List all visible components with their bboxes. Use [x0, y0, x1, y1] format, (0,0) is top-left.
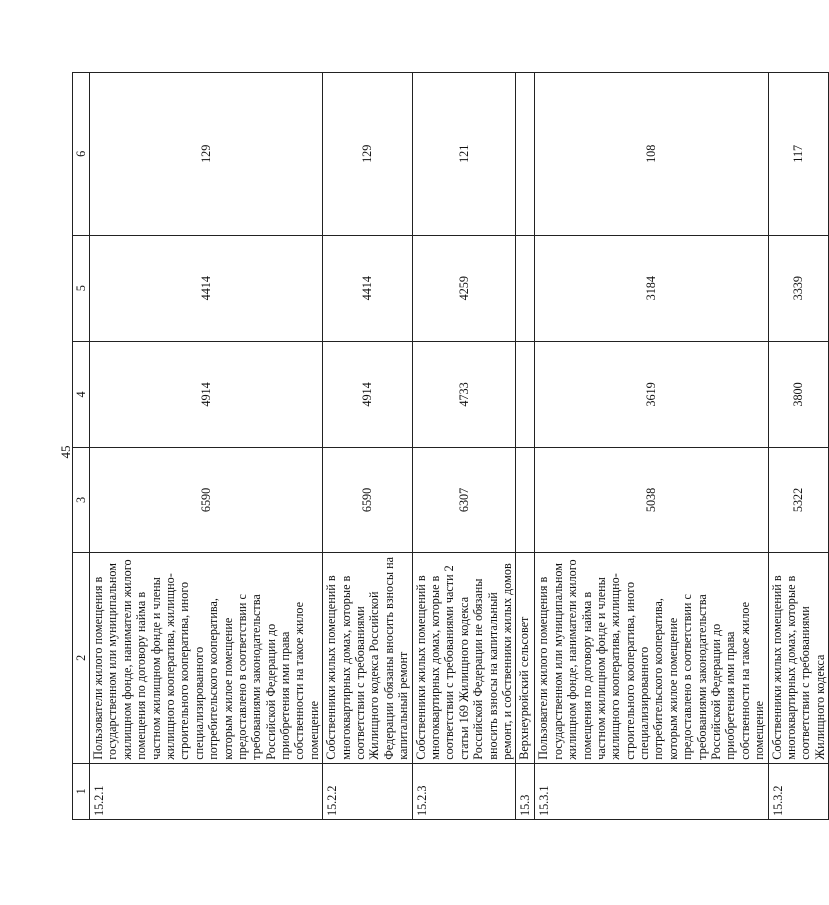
row-code: 15.2.3 — [412, 763, 516, 819]
row-value-col6: 129 — [90, 73, 323, 236]
page-number: 45 — [58, 445, 73, 459]
row-code: 15.2.1 — [90, 763, 323, 819]
header-row — [73, 73, 90, 820]
row-value-col3: 6307 — [412, 448, 516, 553]
row-code: 15.2.2 — [323, 763, 412, 819]
row-value-col4 — [516, 341, 535, 447]
row-value-col6 — [516, 73, 535, 236]
table-row — [412, 73, 516, 820]
row-value-col4: 3800 — [768, 341, 829, 447]
row-description: Пользователи жилого помещения в государственном или муниципальном жилищном фонде, наниматели жилого помещения по договору найма в частном жилищном фонде и члены жилищного кооператива, жилищно-строительного кооператива, иного специализированного потребительского кооператива, которым жилое помещение предоставлено в соответствии с требованиями законодательства Российской Федерации до приобретения ими права собственности на такое жилое помещение — [90, 552, 323, 763]
header-col-5: 5 — [73, 235, 90, 341]
section-title: Верхнеурюйский сельсовет — [516, 552, 535, 763]
header-col-6: 6 — [73, 73, 90, 236]
header-col-1: 1 — [73, 763, 90, 819]
row-description: Пользователи жилого помещения в государственном или муниципальном жилищном фонде, наниматели жилого помещения по договору найма в частном жилищном фонде и члены жилищного кооператива, жилищно-строительного кооператива, иного специализированного потребительского кооператива, которым жилое помещение предоставлено в соответствии с требованиями законодательства Российской Федерации до приобретения ими права собственности на такое жилое помещение — [535, 552, 768, 763]
tariff-table — [72, 72, 829, 820]
row-code: 15.3.2 — [768, 763, 829, 819]
row-value-col5 — [516, 235, 535, 341]
row-code: 15.3 — [516, 763, 535, 819]
row-value-col6: 108 — [535, 73, 768, 236]
row-value-col3: 6590 — [90, 448, 323, 553]
row-value-col6: 129 — [323, 73, 412, 236]
row-value-col4: 4914 — [90, 341, 323, 447]
row-value-col5: 4259 — [412, 235, 516, 341]
row-value-col3: 6590 — [323, 448, 412, 553]
row-value-col5: 3184 — [535, 235, 768, 341]
row-value-col3 — [516, 448, 535, 553]
row-value-col6: 117 — [768, 73, 829, 236]
row-value-col5: 4414 — [90, 235, 323, 341]
row-value-col3: 5038 — [535, 448, 768, 553]
row-code: 15.3.1 — [535, 763, 768, 819]
row-description: Собственники жилых помещений в многоквартирных домах, которые в соответствии с требованиями Жилищного кодекса — [768, 552, 829, 763]
row-value-col4: 4733 — [412, 341, 516, 447]
row-value-col3: 5322 — [768, 448, 829, 553]
row-description: Собственники жилых помещений в многоквартирных домах, которые в соответствии с требованиями части 2 статьи 169 Жилищного кодекса Российской Федерации не обязаны вносить взносы на капитальный ремонт, и собственники жилых домов — [412, 552, 516, 763]
header-col-2: 2 — [73, 552, 90, 763]
section-row — [516, 73, 535, 820]
row-value-col4: 3619 — [535, 341, 768, 447]
row-value-col5: 4414 — [323, 235, 412, 341]
row-value-col4: 4914 — [323, 341, 412, 447]
tariff-table-rotated — [72, 72, 827, 820]
header-col-4: 4 — [73, 341, 90, 447]
row-description: Собственники жилых помещений в многоквартирных домах, которые в соответствии с требованиями Жилищного кодекса Российской Федерации обязаны вносить взносы на капитальный ремонт — [323, 552, 412, 763]
table-row — [90, 73, 323, 820]
row-value-col6: 121 — [412, 73, 516, 236]
header-col-3: 3 — [73, 448, 90, 553]
table-row — [323, 73, 412, 820]
table-row — [535, 73, 768, 820]
table-row — [768, 73, 829, 820]
row-value-col5: 3339 — [768, 235, 829, 341]
